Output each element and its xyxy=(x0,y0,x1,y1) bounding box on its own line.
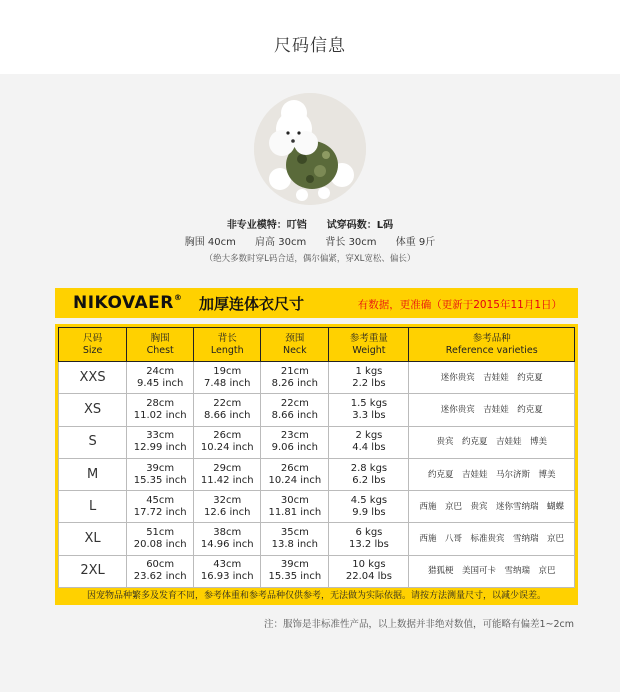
table-row xyxy=(59,426,575,458)
varieties-cell: 贵宾 约克夏 吉娃娃 博美 xyxy=(409,426,575,458)
inch-value: 10.24 inch xyxy=(268,474,322,486)
table-row xyxy=(59,491,575,523)
cm-value: 60cm xyxy=(146,559,175,571)
size-cell: XS xyxy=(59,394,127,426)
weight-cell xyxy=(329,362,409,394)
table-header-row xyxy=(59,328,575,362)
inch-value: 9.06 inch xyxy=(271,442,319,454)
inch-value: 9.45 inch xyxy=(136,377,184,389)
header-neck xyxy=(261,328,329,362)
inch-value: 15.35 inch xyxy=(268,571,322,583)
inch-value: 12.6 inch xyxy=(204,506,251,518)
kg-value: 1.5 kgs xyxy=(350,397,388,409)
header-zh: 参考品种 xyxy=(472,332,511,344)
header-en: Chest xyxy=(146,344,174,356)
header-size xyxy=(59,328,127,362)
measurement-note: 注：服饰是非标准性产品，以上数据并非绝对数值，可能略有偏差1~2cm xyxy=(263,619,574,630)
chest-cell xyxy=(127,394,194,426)
length-cell xyxy=(194,362,261,394)
header-zh: 颈围 xyxy=(285,332,305,344)
size-table-container xyxy=(55,324,578,588)
neck-cell xyxy=(261,555,329,587)
cm-value: 39cm xyxy=(146,462,175,474)
disclaimer-bar: 因宠物品种繁多及发育不同，参考体重和参考品种仅供参考，无法做为实际依据。请按方法测量尺寸，以减少误差。 xyxy=(55,588,578,605)
varieties-cell: 猎狐梗 美国可卡 雪纳瑞 京巴 xyxy=(409,555,575,587)
chest-cell xyxy=(127,523,194,555)
kg-value: 6 kgs xyxy=(355,527,383,539)
size-cell: XL xyxy=(59,523,127,555)
header-en: Neck xyxy=(282,344,307,356)
lb-value: 6.2 lbs xyxy=(352,474,386,486)
cm-value: 30cm xyxy=(280,494,309,506)
table-row xyxy=(59,523,575,555)
chart-title: 加厚连体衣尺寸 xyxy=(199,295,305,313)
header-en: Weight xyxy=(352,344,386,356)
inch-value: 7.48 inch xyxy=(204,377,251,389)
neck-cell xyxy=(261,523,329,555)
varieties-cell: 约克夏 吉娃娃 马尔济斯 博美 xyxy=(409,458,575,490)
model-dog-photo xyxy=(254,93,366,205)
model-back-length: 背长 30cm xyxy=(325,237,377,248)
lb-value: 3.3 lbs xyxy=(352,409,386,421)
cm-value: 19cm xyxy=(213,365,242,377)
weight-cell xyxy=(329,523,409,555)
lb-value: 22.04 lbs xyxy=(345,571,392,583)
inch-value: 23.62 inch xyxy=(133,571,187,583)
lb-value: 13.2 lbs xyxy=(349,539,389,551)
cm-value: 38cm xyxy=(213,527,242,539)
chest-cell xyxy=(127,362,194,394)
kg-value: 4.5 kgs xyxy=(350,494,388,506)
brand-name: NIKOVAER xyxy=(73,293,174,313)
varieties-cell: 西施 八哥 标准贵宾 雪纳瑞 京巴 xyxy=(409,523,575,555)
cm-value: 26cm xyxy=(280,462,309,474)
kg-value: 2 kgs xyxy=(355,430,383,442)
varieties-cell: 迷你贵宾 吉娃娃 约克夏 xyxy=(409,394,575,426)
weight-cell xyxy=(329,555,409,587)
page-title: 尺码信息 xyxy=(274,36,346,56)
size-chart-banner xyxy=(55,288,578,318)
header-weight xyxy=(329,328,409,362)
header-en: Size xyxy=(82,344,103,356)
inch-value: 15.35 inch xyxy=(133,474,187,486)
poodle-image xyxy=(254,93,366,205)
weight-cell xyxy=(329,458,409,490)
model-shoulder-height: 肩高 30cm xyxy=(255,237,307,248)
length-cell xyxy=(194,426,261,458)
model-info: 非专业模特：叮铛 试穿码数：L码 xyxy=(226,220,394,231)
table-row xyxy=(59,458,575,490)
length-cell xyxy=(194,523,261,555)
header-zh: 参考重量 xyxy=(349,332,388,344)
chest-cell xyxy=(127,555,194,587)
inch-value: 8.66 inch xyxy=(271,409,319,421)
size-cell: XXS xyxy=(59,362,127,394)
table-row xyxy=(59,394,575,426)
inch-value: 12.99 inch xyxy=(133,442,187,454)
table-row xyxy=(59,362,575,394)
update-note: 有数据，更准确（更新于2015年11月1日） xyxy=(357,299,562,311)
page-header xyxy=(0,0,620,74)
size-table xyxy=(58,327,575,588)
cm-value: 45cm xyxy=(146,494,175,506)
lb-value: 2.2 lbs xyxy=(352,377,386,389)
header-en: Length xyxy=(210,344,244,356)
header-chest xyxy=(127,328,194,362)
lb-value: 4.4 lbs xyxy=(352,442,386,454)
neck-cell xyxy=(261,491,329,523)
neck-cell xyxy=(261,426,329,458)
neck-cell xyxy=(261,362,329,394)
kg-value: 2.8 kgs xyxy=(350,462,388,474)
varieties-cell: 西施 京巴 贵宾 迷你雪纳瑞 蝴蝶 xyxy=(409,491,575,523)
chest-cell xyxy=(127,426,194,458)
header-zh: 尺码 xyxy=(83,332,103,344)
cm-value: 28cm xyxy=(146,397,175,409)
cm-value: 32cm xyxy=(213,494,242,506)
length-cell xyxy=(194,491,261,523)
cm-value: 51cm xyxy=(146,527,175,539)
varieties-cell: 迷你贵宾 吉娃娃 约克夏 xyxy=(409,362,575,394)
inch-value: 14.96 inch xyxy=(200,539,254,551)
weight-cell xyxy=(329,491,409,523)
registered-mark: ® xyxy=(173,293,183,302)
size-cell: M xyxy=(59,458,127,490)
inch-value: 16.93 inch xyxy=(200,571,254,583)
cm-value: 24cm xyxy=(146,365,175,377)
length-cell xyxy=(194,555,261,587)
kg-value: 1 kgs xyxy=(355,365,383,377)
cm-value: 33cm xyxy=(146,430,175,442)
cm-value: 43cm xyxy=(213,559,242,571)
weight-cell xyxy=(329,426,409,458)
length-cell xyxy=(194,394,261,426)
length-cell xyxy=(194,458,261,490)
cm-value: 29cm xyxy=(213,462,242,474)
model-weight: 体重 9斤 xyxy=(395,237,436,248)
kg-value: 10 kgs xyxy=(352,559,386,571)
size-cell: S xyxy=(59,426,127,458)
model-fit-note: （绝大多数时穿L码合适，偶尔偏紧，穿XL宽松、偏长） xyxy=(204,254,416,264)
neck-cell xyxy=(261,458,329,490)
model-measurements xyxy=(0,233,620,248)
size-cell: L xyxy=(59,491,127,523)
size-cell: 2XL xyxy=(59,555,127,587)
weight-cell xyxy=(329,394,409,426)
table-row xyxy=(59,555,575,587)
header-length xyxy=(194,328,261,362)
inch-value: 11.42 inch xyxy=(200,474,254,486)
cm-value: 39cm xyxy=(280,559,309,571)
inch-value: 8.66 inch xyxy=(204,409,251,421)
header-varieties xyxy=(409,328,575,362)
chest-cell xyxy=(127,491,194,523)
inch-value: 13.8 inch xyxy=(271,539,319,551)
inch-value: 10.24 inch xyxy=(200,442,254,454)
header-en: Reference varieties xyxy=(445,344,538,356)
cm-value: 26cm xyxy=(213,430,242,442)
header-zh: 背长 xyxy=(217,332,237,344)
cm-value: 22cm xyxy=(213,397,242,409)
brand-logo xyxy=(73,293,182,313)
model-chest: 胸围 40cm xyxy=(184,237,236,248)
inch-value: 8.26 inch xyxy=(271,377,319,389)
cm-value: 22cm xyxy=(280,397,309,409)
cm-value: 35cm xyxy=(280,527,309,539)
inch-value: 11.81 inch xyxy=(268,506,322,518)
lb-value: 9.9 lbs xyxy=(352,506,386,518)
inch-value: 11.02 inch xyxy=(133,409,187,421)
inch-value: 20.08 inch xyxy=(133,539,187,551)
chest-cell xyxy=(127,458,194,490)
neck-cell xyxy=(261,394,329,426)
cm-value: 21cm xyxy=(280,365,309,377)
cm-value: 23cm xyxy=(280,430,309,442)
inch-value: 17.72 inch xyxy=(133,506,187,518)
header-zh: 胸围 xyxy=(150,332,170,344)
